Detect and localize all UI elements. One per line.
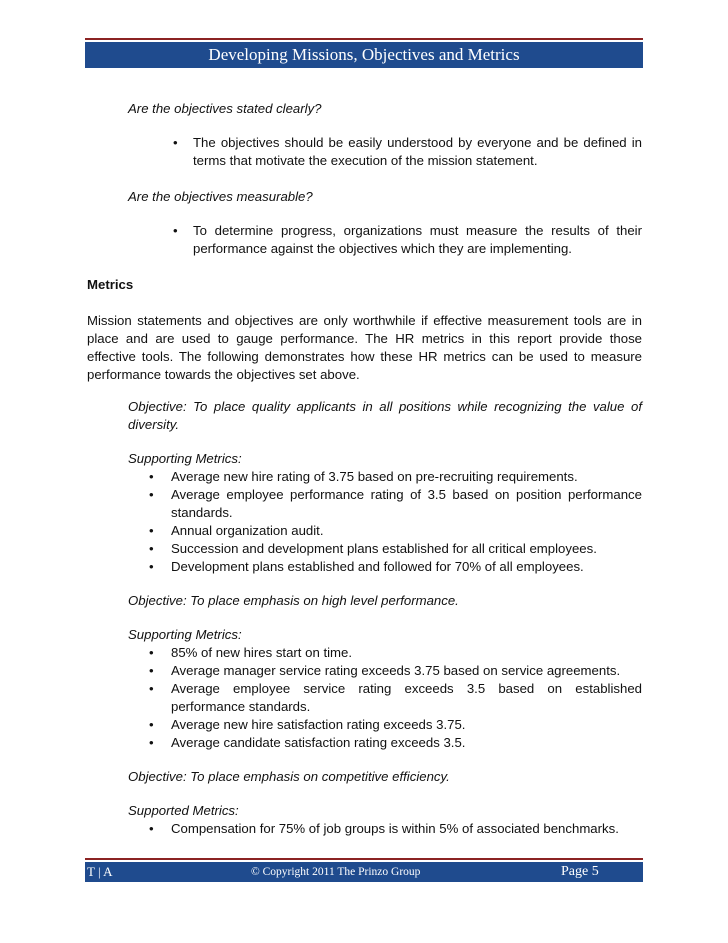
objective-2-metrics-label: Supporting Metrics: — [128, 627, 242, 642]
bullet-icon: • — [149, 645, 154, 660]
bullet-icon: • — [149, 487, 154, 502]
footer-rule — [85, 858, 643, 860]
objective-3-metrics — [149, 820, 642, 838]
list-item: • Average candidate satisfaction rating exceeds 3.5. — [149, 735, 466, 750]
bullet-icon: • — [149, 681, 154, 696]
list-item: • Compensation for 75% of job groups is within 5% of associated benchmarks. — [149, 821, 619, 836]
list-item: • The objectives should be easily understood by everyone and be defined in terms that motivate the execution of the mission statement. — [173, 135, 642, 168]
objective-1-metrics-label: Supporting Metrics: — [128, 451, 242, 466]
footer-copyright: © Copyright 2011 The Prinzo Group — [251, 866, 421, 878]
objective-2-metrics — [149, 644, 642, 752]
bullet-icon: • — [173, 223, 178, 238]
metrics-heading: Metrics — [87, 277, 134, 292]
list-item: • Development plans established and followed for 70% of all employees. — [149, 559, 584, 574]
page-content — [87, 100, 642, 838]
bullet-icon: • — [149, 469, 154, 484]
list-item: • Average manager service rating exceeds 3.75 based on service agreements. — [149, 663, 621, 678]
bullet-icon: • — [149, 541, 154, 556]
objective-3-metrics-label: Supported Metrics: — [128, 803, 239, 818]
objective-1-metrics — [149, 468, 642, 576]
header-rule — [85, 38, 643, 40]
list-item: • Succession and development plans established for all critical employees. — [149, 541, 597, 556]
objective-1: Objective: To place quality applicants in all positions while recognizing the value of diversity. — [128, 399, 642, 432]
bullet-icon: • — [149, 821, 154, 836]
objective-2: Objective: To place emphasis on high level performance. — [128, 593, 459, 608]
bullet-icon: • — [149, 559, 154, 574]
page-header — [85, 42, 643, 68]
bullet-icon: • — [149, 523, 154, 538]
page-footer — [85, 862, 643, 882]
bullet-icon: • — [149, 663, 154, 678]
bullet-icon: • — [149, 717, 154, 732]
question-1-bullets — [173, 134, 642, 170]
metrics-intro: Mission statements and objectives are only worthwhile if effective measurement tools are in place and are used to gauge performance. The HR metrics in this report provide those effective tools. The following demonstrates how these HR metrics can be used to measure performance towards the objectives set above. — [87, 313, 642, 382]
list-item: • Average new hire rating of 3.75 based on pre-recruiting requirements. — [149, 469, 578, 484]
list-item: • Annual organization audit. — [149, 523, 324, 538]
question-2-bullets — [173, 222, 642, 258]
list-item: • Average employee service rating exceeds 3.5 based on established performance standards. — [149, 681, 642, 714]
list-item: • Average new hire satisfaction rating exceeds 3.75. — [149, 717, 466, 732]
objective-3: Objective: To place emphasis on competitive efficiency. — [128, 769, 450, 784]
bullet-icon: • — [149, 735, 154, 750]
question-1: Are the objectives stated clearly? — [128, 101, 322, 116]
list-item: • 85% of new hires start on time. — [149, 645, 353, 660]
list-item: • Average employee performance rating of 3.5 based on position performance standards. — [149, 487, 642, 520]
list-item: • To determine progress, organizations must measure the results of their performance against the objectives which they are implementing. — [173, 223, 642, 256]
page-number: Page 5 — [561, 864, 599, 879]
question-2: Are the objectives measurable? — [128, 189, 313, 204]
footer-initials: T | A — [87, 864, 113, 879]
header-title: Developing Missions, Objectives and Metrics — [208, 45, 520, 64]
bullet-icon: • — [173, 135, 178, 150]
